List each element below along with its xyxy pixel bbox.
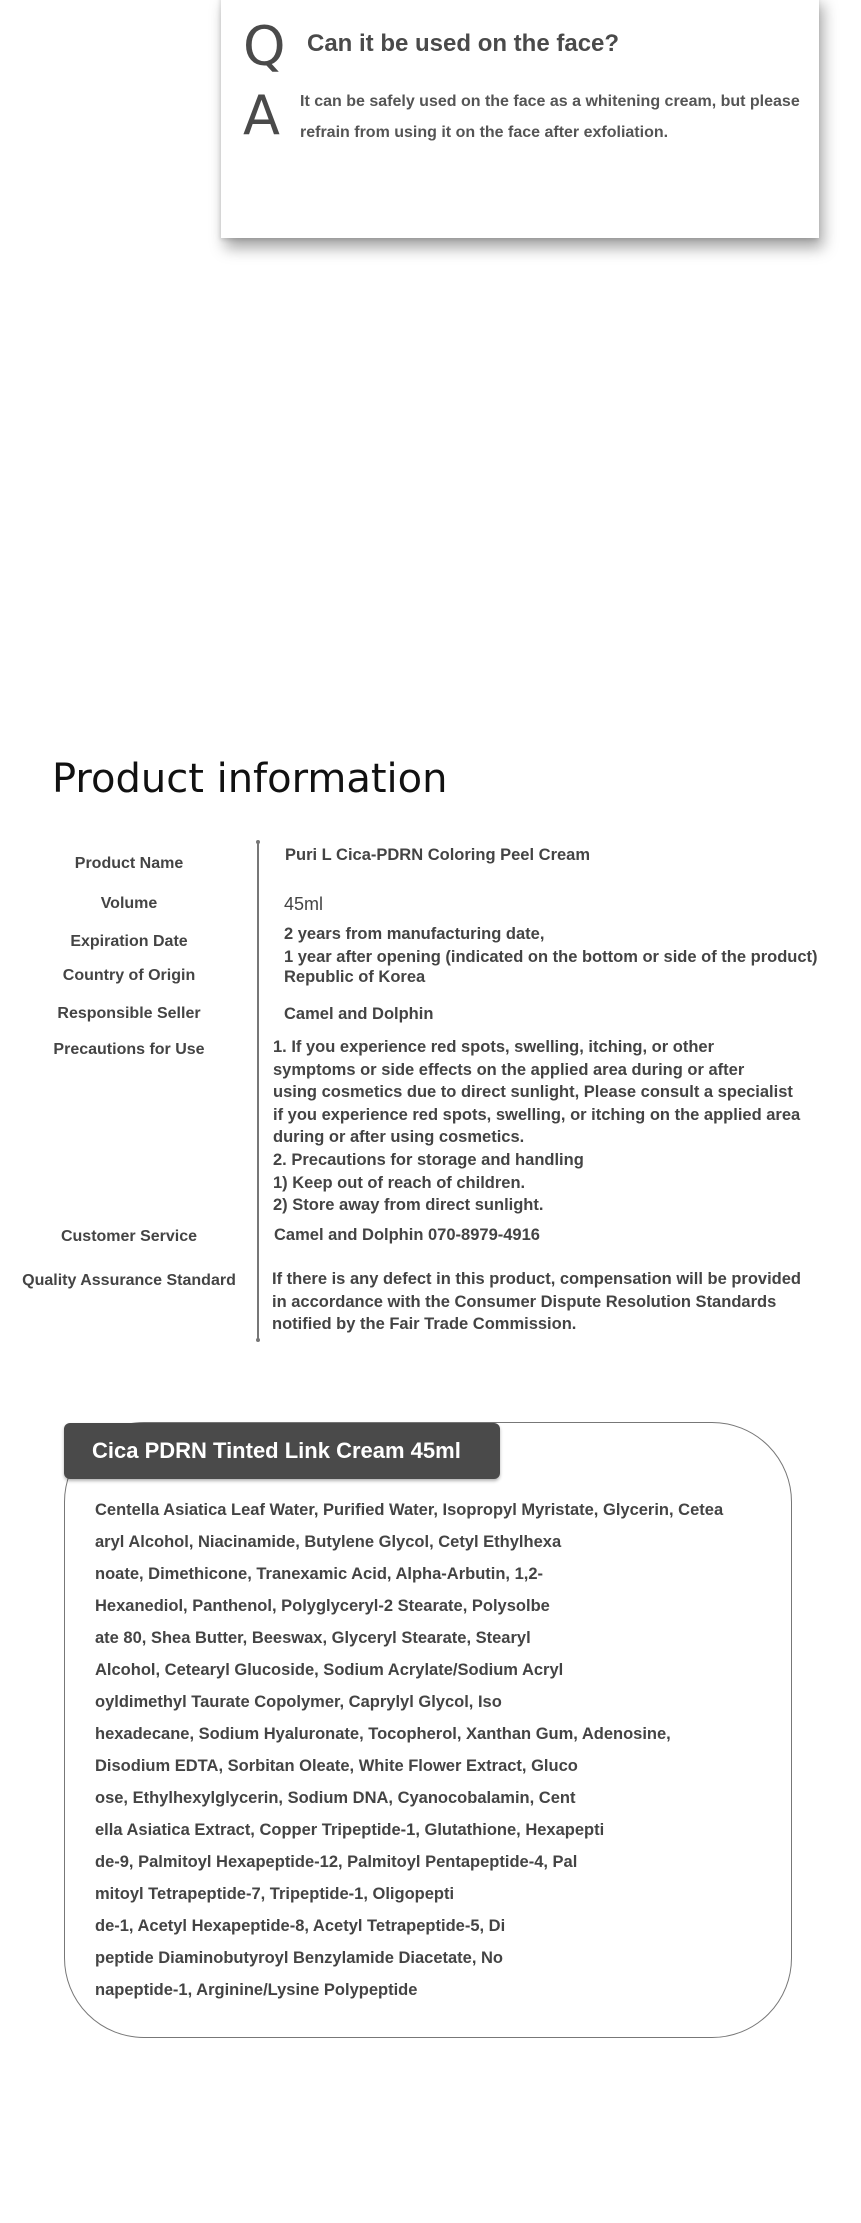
- product-info-divider: [257, 842, 259, 1340]
- product-info-title: Product information: [52, 756, 448, 802]
- ingredients-line: noate, Dimethicone, Tranexamic Acid, Alpha-Arbutin, 1,2-: [95, 1565, 544, 1583]
- faq-answer: It can be safely used on the face as a whitening cream, but please refrain from using it on the face after exfoliation.: [300, 93, 800, 141]
- ingredients-line: Disodium EDTA, Sorbitan Oleate, White Flower Extract, Gluco: [95, 1757, 578, 1775]
- faq-card: [221, 0, 819, 238]
- ingredients-line: Centella Asiatica Leaf Water, Purified Water, Isopropyl Myristate, Glycerin, Cetea: [95, 1501, 724, 1519]
- responsible-seller-value: Camel and Dolphin: [284, 1005, 434, 1023]
- quality-assurance-value: If there is any defect in this product, compensation will be provided in accordance with the Consumer Dispute Resolution Standards notified by the Fair Trade Commission.: [272, 1270, 801, 1333]
- ingredients-line: aryl Alcohol, Niacinamide, Butylene Glycol, Cetyl Ethylhexa: [95, 1533, 562, 1551]
- product-name-label: Product Name: [74, 855, 184, 872]
- ingredients-list: [95, 1494, 775, 2006]
- answer-marker: A: [243, 84, 280, 147]
- ingredients-line: de-1, Acetyl Hexapeptide-8, Acetyl Tetrapeptide-5, Di: [95, 1917, 506, 1935]
- ingredients-line: Alcohol, Cetearyl Glucoside, Sodium Acrylate/Sodium Acryl: [95, 1661, 564, 1679]
- ingredients-line: mitoyl Tetrapeptide-7, Tripeptide-1, Oligopepti: [95, 1885, 455, 1903]
- precautions-value: 1. If you experience red spots, swelling, itching, or other symptoms or side effects on the applied area during or after using cosmetics due to direct sunlight, Please consult a specialist if you experience red spots, swelling, or itching on the applied area during or after using cosmetics. 2. Precautions for storage and handling 1) Keep out of reach of children. 2) Store away from direct sunlight.: [273, 1038, 801, 1215]
- country-of-origin-value: Republic of Korea: [284, 968, 426, 986]
- expiration-date-label: Expiration Date: [70, 933, 188, 950]
- ingredients-title-tag: Cica PDRN Tinted Link Cream 45ml: [64, 1423, 500, 1479]
- ingredients-line: ella Asiatica Extract, Copper Tripeptide-1, Glutathione, Hexapepti: [95, 1821, 605, 1839]
- ingredients-line: oyldimethyl Taurate Copolymer, Caprylyl Glycol, Iso: [95, 1693, 502, 1711]
- ingredients-line: ate 80, Shea Butter, Beeswax, Glyceryl Stearate, Stearyl: [95, 1629, 531, 1647]
- volume-label: Volume: [100, 895, 158, 912]
- question-marker: Q: [243, 15, 286, 78]
- ingredients-line: ose, Ethylhexylglycerin, Sodium DNA, Cyanocobalamin, Cent: [95, 1789, 576, 1807]
- product-name-value: Puri L Cica-PDRN Coloring Peel Cream: [285, 846, 591, 864]
- ingredients-line: Hexanediol, Panthenol, Polyglyceryl-2 Stearate, Polysolbe: [95, 1597, 550, 1615]
- expiration-date-value: 2 years from manufacturing date, 1 year after opening (indicated on the bottom or side of the product): [284, 925, 818, 966]
- volume-value: 45ml: [284, 894, 324, 914]
- country-of-origin-label: Country of Origin: [62, 967, 196, 984]
- precautions-label: Precautions for Use: [53, 1041, 205, 1058]
- customer-service-label: Customer Service: [60, 1228, 198, 1245]
- customer-service-value: Camel and Dolphin 070-8979-4916: [274, 1226, 540, 1244]
- ingredients-line: peptide Diaminobutyroyl Benzylamide Diacetate, No: [95, 1949, 504, 1967]
- ingredients-line: napeptide-1, Arginine/Lysine Polypeptide: [95, 1981, 418, 1999]
- ingredients-line: de-9, Palmitoyl Hexapeptide-12, Palmitoyl Pentapeptide-4, Pal: [95, 1853, 578, 1871]
- responsible-seller-label: Responsible Seller: [57, 1005, 201, 1022]
- quality-assurance-label: Quality Assurance Standard: [22, 1272, 236, 1289]
- faq-question: Can it be used on the face?: [307, 30, 620, 57]
- ingredients-line: hexadecane, Sodium Hyaluronate, Tocopherol, Xanthan Gum, Adenosine,: [95, 1725, 671, 1743]
